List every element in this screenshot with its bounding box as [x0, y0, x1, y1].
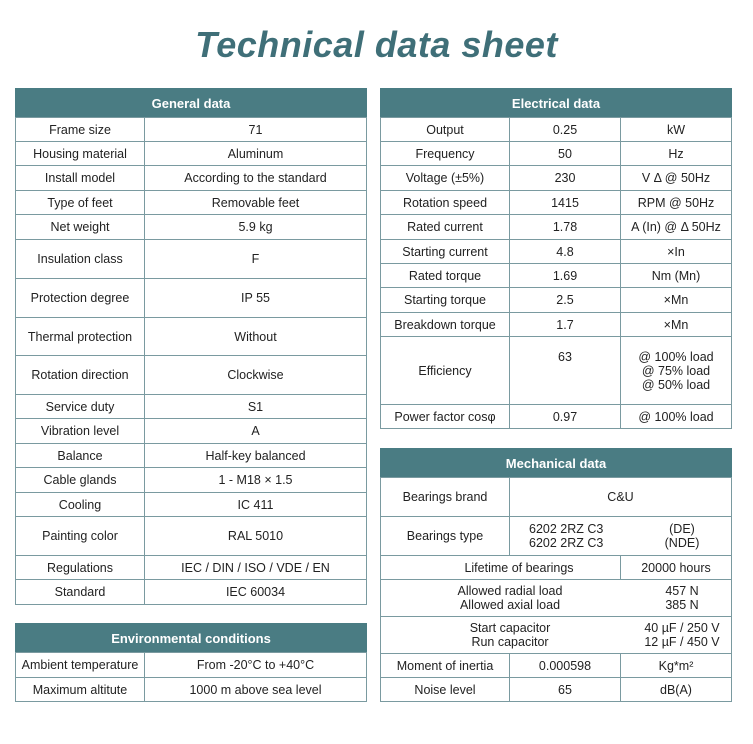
noise-value: 65: [510, 678, 621, 702]
cell-label: Breakdown torque: [381, 313, 510, 337]
cell-value: 50: [510, 142, 621, 166]
mechanical-data-table: [380, 477, 732, 702]
cell-value: Aluminum: [145, 142, 367, 166]
environment-panel: [15, 623, 367, 702]
cell-label: Service duty: [16, 395, 145, 419]
cell-label: Frequency: [381, 142, 510, 166]
efficiency-label: Efficiency: [381, 337, 510, 405]
table-row: [16, 653, 367, 678]
cell-value: 1415: [510, 191, 621, 215]
power-factor-value: 0.97: [510, 405, 621, 429]
page-title: Technical data sheet: [195, 24, 558, 65]
environment-header: Environmental conditions: [15, 623, 367, 652]
inertia-label: Moment of inertia: [381, 654, 510, 678]
cell-label: Type of feet: [16, 191, 145, 215]
inertia-row: [381, 654, 732, 678]
start-capacitor-label: Start capacitor: [469, 621, 551, 635]
cell-value: IC 411: [145, 493, 367, 517]
cell-value: Half-key balanced: [145, 444, 367, 468]
radial-load-label: Allowed radial load: [457, 584, 563, 598]
axial-load-value: 385 N: [665, 598, 699, 612]
bearings-brand-label: Bearings brand: [381, 478, 510, 517]
table-row: [16, 191, 367, 215]
table-row: [16, 318, 367, 356]
bearings-brand-value: C&U: [510, 478, 732, 517]
capacitor-row: [381, 617, 732, 654]
table-row: [16, 556, 367, 580]
noise-label: Noise level: [381, 678, 510, 702]
environment-table: [15, 652, 367, 702]
bearings-type-value: [510, 517, 732, 556]
cell-unit: ×Mn: [621, 288, 732, 313]
table-row: [16, 493, 367, 517]
cell-label: Rotation direction: [16, 356, 145, 395]
efficiency-unit-50: @ 50% load: [641, 378, 711, 392]
general-data-table: [15, 117, 367, 605]
bearings-type-row: [381, 517, 732, 556]
electrical-data-header: Electrical data: [380, 88, 732, 117]
cell-label: Starting current: [381, 240, 510, 264]
cell-label: Rated torque: [381, 264, 510, 288]
cell-label: Install model: [16, 166, 145, 191]
cell-value: 0.25: [510, 118, 621, 142]
cell-value: 2.5: [510, 288, 621, 313]
bearings-type-label: Bearings type: [381, 517, 510, 556]
cell-label: Regulations: [16, 556, 145, 580]
cell-value: 4.8: [510, 240, 621, 264]
table-row: [16, 468, 367, 493]
cell-unit: V Δ @ 50Hz: [621, 166, 732, 191]
general-data-panel: [15, 88, 367, 605]
cell-label: Rotation speed: [381, 191, 510, 215]
table-row: [381, 313, 732, 337]
load-row: [381, 580, 732, 617]
table-row: [381, 166, 732, 191]
table-row: [16, 166, 367, 191]
cell-label: Starting torque: [381, 288, 510, 313]
efficiency-units: [621, 337, 732, 405]
cell-value: 1000 m above sea level: [145, 678, 367, 702]
cell-value: Clockwise: [145, 356, 367, 395]
cell-label: Painting color: [16, 517, 145, 556]
noise-row: [381, 678, 732, 702]
cell-unit: Hz: [621, 142, 732, 166]
run-capacitor-value: 12 µF / 450 V: [644, 635, 720, 649]
cell-label: Output: [381, 118, 510, 142]
cell-unit: kW: [621, 118, 732, 142]
cell-label: Insulation class: [16, 240, 145, 279]
mechanical-data-header: Mechanical data: [380, 448, 732, 477]
cell-label: Rated current: [381, 215, 510, 240]
cell-value: 1 - M18 × 1.5: [145, 468, 367, 493]
cell-value: RAL 5010: [145, 517, 367, 556]
cell-value: S1: [145, 395, 367, 419]
general-data-header: General data: [15, 88, 367, 117]
efficiency-unit-75: @ 75% load: [641, 364, 711, 378]
power-factor-label: Power factor cosφ: [381, 405, 510, 429]
cell-label: Thermal protection: [16, 318, 145, 356]
cell-unit: Nm (Mn): [621, 264, 732, 288]
table-row: [16, 444, 367, 468]
bearings-brand-row: [381, 478, 732, 517]
cell-value: According to the standard: [145, 166, 367, 191]
table-row: [16, 419, 367, 444]
cell-label: Voltage (±5%): [381, 166, 510, 191]
table-row: [381, 264, 732, 288]
cell-label: Housing material: [16, 142, 145, 166]
table-row: [16, 215, 367, 240]
cell-unit: ×Mn: [621, 313, 732, 337]
cell-value: 5.9 kg: [145, 215, 367, 240]
electrical-data-table: [380, 117, 732, 429]
table-row: [381, 240, 732, 264]
cell-value: From -20°C to +40°C: [145, 653, 367, 678]
cell-unit: A (In) @ Δ 50Hz: [621, 215, 732, 240]
cell-value: IP 55: [145, 279, 367, 318]
bearings-nde-tag: (NDE): [664, 536, 700, 550]
cell-value: 1.7: [510, 313, 621, 337]
efficiency-row: [381, 337, 732, 405]
table-row: [16, 678, 367, 702]
cell-value: 1.69: [510, 264, 621, 288]
bearings-de-tag: (DE): [669, 522, 695, 536]
cell-value: 1.78: [510, 215, 621, 240]
efficiency-value: 63: [510, 337, 621, 405]
cell-label: Protection degree: [16, 279, 145, 318]
cell-label: Net weight: [16, 215, 145, 240]
noise-unit: dB(A): [621, 678, 732, 702]
start-capacitor-value: 40 µF / 250 V: [644, 621, 720, 635]
cell-label: Ambient temperature: [16, 653, 145, 678]
power-factor-row: [381, 405, 732, 429]
cell-label: Cooling: [16, 493, 145, 517]
axial-load-label: Allowed axial load: [459, 598, 561, 612]
cell-value: A: [145, 419, 367, 444]
table-row: [381, 288, 732, 313]
table-row: [16, 240, 367, 279]
cell-label: Standard: [16, 580, 145, 605]
table-row: [16, 142, 367, 166]
cell-label: Balance: [16, 444, 145, 468]
bearings-de-value: 6202 2RZ C3: [529, 522, 604, 536]
table-row: [381, 118, 732, 142]
table-row: [16, 279, 367, 318]
table-row: [381, 191, 732, 215]
table-row: [381, 142, 732, 166]
cell-value: Removable feet: [145, 191, 367, 215]
lifetime-label: Lifetime of bearings: [381, 556, 621, 580]
inertia-unit: Kg*m²: [621, 654, 732, 678]
cell-unit: RPM @ 50Hz: [621, 191, 732, 215]
cell-unit: ×In: [621, 240, 732, 264]
load-cell: [381, 580, 732, 617]
table-row: [16, 356, 367, 395]
cell-label: Vibration level: [16, 419, 145, 444]
efficiency-unit-100: @ 100% load: [638, 350, 714, 364]
table-row: [381, 215, 732, 240]
table-row: [16, 580, 367, 605]
cell-value: 230: [510, 166, 621, 191]
cell-value: IEC / DIN / ISO / VDE / EN: [145, 556, 367, 580]
table-row: [16, 395, 367, 419]
table-row: [16, 517, 367, 556]
lifetime-row: [381, 556, 732, 580]
cell-value: IEC 60034: [145, 580, 367, 605]
cell-value: 71: [145, 118, 367, 142]
electrical-data-panel: [380, 88, 732, 429]
cell-value: F: [145, 240, 367, 279]
table-row: [16, 118, 367, 142]
bearings-nde-value: 6202 2RZ C3: [529, 536, 604, 550]
radial-load-value: 457 N: [665, 584, 699, 598]
cell-label: Maximum altitute: [16, 678, 145, 702]
cell-value: Without: [145, 318, 367, 356]
run-capacitor-label: Run capacitor: [471, 635, 549, 649]
power-factor-unit: @ 100% load: [621, 405, 732, 429]
capacitor-cell: [381, 617, 732, 654]
inertia-value: 0.000598: [510, 654, 621, 678]
mechanical-data-panel: [380, 448, 732, 702]
cell-label: Frame size: [16, 118, 145, 142]
cell-label: Cable glands: [16, 468, 145, 493]
lifetime-value: 20000 hours: [621, 556, 732, 580]
